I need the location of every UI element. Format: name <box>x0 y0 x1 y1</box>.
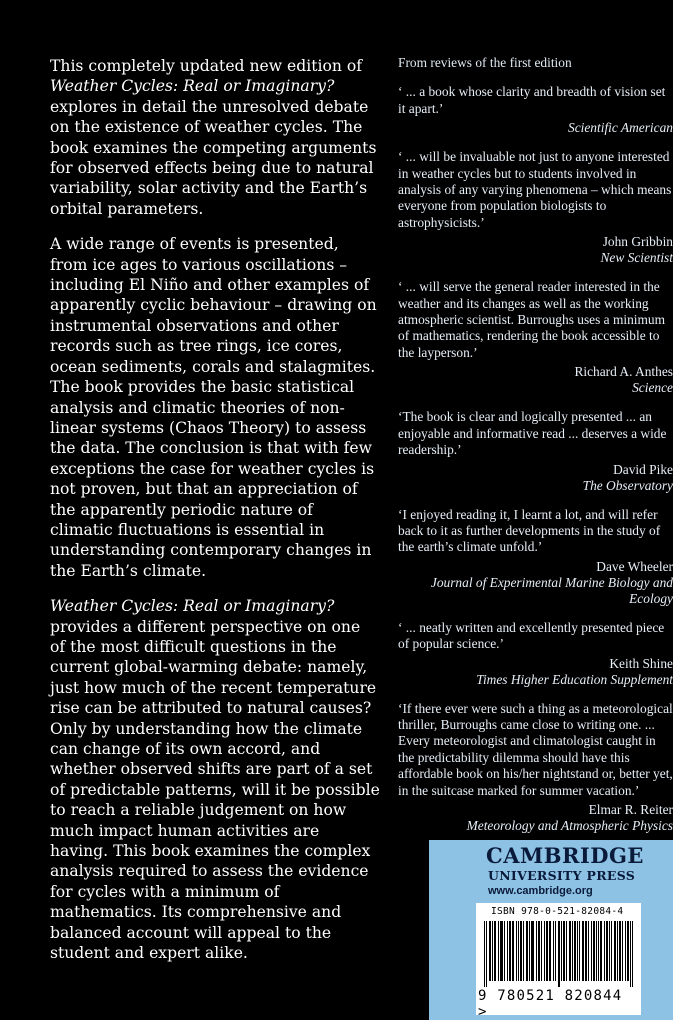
barcode-bar <box>536 921 537 981</box>
barcode-bar <box>569 921 570 981</box>
barcode-bar <box>521 921 522 981</box>
barcode-bar <box>492 921 493 981</box>
publisher-logo-name: CAMBRIDGE <box>486 843 644 868</box>
barcode-bar <box>593 921 594 981</box>
barcode-bar <box>632 921 633 987</box>
barcode-bar <box>489 921 490 981</box>
barcode-bar <box>541 921 542 981</box>
barcode-bar <box>572 921 573 981</box>
review-attribution <box>398 802 673 834</box>
barcode-bar <box>564 921 565 981</box>
barcode-bar <box>509 921 510 981</box>
book-title-italic: Weather Cycles: Real or Imaginary? <box>50 77 335 96</box>
barcode-bar <box>604 921 605 981</box>
barcode-bar <box>490 921 491 981</box>
barcode-bar <box>532 921 533 981</box>
barcode-bar <box>598 921 599 981</box>
barcode-bar <box>544 921 545 981</box>
review-item <box>398 279 673 396</box>
blurb-column <box>50 56 380 978</box>
review-attribution <box>398 364 673 396</box>
publisher-url[interactable]: www.cambridge.org <box>488 885 593 897</box>
barcode-bar <box>579 921 580 981</box>
review-quote: ‘ ... neatly written and excellently presented piece of popular science.’ <box>398 619 665 652</box>
review-item <box>398 409 673 493</box>
barcode-bar <box>513 921 514 981</box>
barcode-bar <box>627 921 628 981</box>
publisher-subtitle: UNIVERSITY PRESS <box>488 868 636 883</box>
barcode-bar <box>582 921 583 981</box>
blurb-paragraph-3 <box>50 596 380 963</box>
barcode-bar <box>501 921 502 981</box>
barcode-bar <box>615 921 616 981</box>
barcode-bar <box>596 921 597 981</box>
barcode-bar <box>523 921 524 981</box>
barcode-bar <box>547 921 548 981</box>
barcode-bar <box>527 921 528 981</box>
barcode-number: 9 780521 820844 > <box>478 988 623 1020</box>
review-source: The Observatory <box>582 477 673 493</box>
review-source: Journal of Experimental Marine Biology and Ecology <box>430 574 673 606</box>
barcode-bar <box>484 921 485 987</box>
barcode-bar <box>630 921 631 987</box>
review-author: John Gribbin <box>602 234 673 250</box>
barcode-bar <box>566 921 567 981</box>
review-quote: ‘ ... a book whose clarity and breadth of vision set it apart.’ <box>398 84 666 116</box>
barcode-bar <box>500 921 501 981</box>
review-source: Times Higher Education Supplement <box>476 671 673 687</box>
review-item <box>398 149 673 266</box>
barcode-bar <box>625 921 626 981</box>
review-source: New Scientist <box>600 250 673 266</box>
review-item <box>398 701 673 834</box>
review-source: Science <box>632 380 673 396</box>
barcode-bar <box>495 921 496 981</box>
review-author: David Pike <box>613 461 673 477</box>
review-attribution <box>398 234 673 266</box>
barcode-bar <box>614 921 615 981</box>
publisher-panel <box>429 840 673 1020</box>
blurb-paragraph-1 <box>50 56 380 219</box>
review-quote: ‘ ... will be invaluable not just to anyone interested in weather cycles but to students involved in analysis of any varying phenomena – which means everyone from population biologists to astrophysicists.’ <box>398 149 672 230</box>
barcode-bar <box>601 921 602 981</box>
barcode-bar <box>574 921 575 981</box>
barcode-bar <box>529 921 530 981</box>
review-author: Richard A. Anthes <box>574 364 673 380</box>
barcode-bar <box>628 921 629 981</box>
barcode-bar <box>518 921 519 981</box>
review-quote: ‘I enjoyed reading it, I learnt a lot, and will refer back to it as further developments in the study of the earth’s climate unfold.’ <box>398 506 661 555</box>
barcode-bar <box>533 921 534 981</box>
barcode-bar <box>507 921 508 981</box>
barcode-bar <box>494 921 495 981</box>
barcode-icon <box>484 921 634 987</box>
blurb-intro-text: This completely updated new edition of <box>50 57 363 75</box>
barcode-bar <box>559 921 560 987</box>
barcode-bar <box>558 921 559 987</box>
review-author: Keith Shine <box>609 655 673 671</box>
barcode-bar <box>550 921 551 981</box>
blurb-text: provides a different perspective on one of the most difficult questions in the current global-warming debate: namely, just how much of the recent temperature rise can be attributed to natural causes? Only by understanding how the climate can change of its own accord, and whether observed shifts are part of a set of predictable patterns, will it be possible to reach a reliable judgement on how much impact human activities are having. This book examines the complex analysis required to assess the evidence for cycles with a minimum of mathematics. Its comprehensive and balanced account will appeal to the student and expert alike. <box>50 617 380 963</box>
barcode-bar <box>498 921 499 981</box>
barcode-bar <box>591 921 592 981</box>
barcode-bar <box>526 921 527 981</box>
barcode-bar <box>606 921 607 981</box>
barcode-bar <box>549 921 550 981</box>
barcode-bar <box>583 921 584 981</box>
review-author: Elmar R. Reiter <box>588 801 673 817</box>
barcode-bar <box>611 921 612 981</box>
barcode-bar <box>546 921 547 981</box>
barcode-bar <box>553 921 554 981</box>
review-attribution <box>398 559 673 607</box>
barcode-bar <box>486 921 487 987</box>
barcode-bar <box>538 921 539 981</box>
review-attribution <box>398 120 673 136</box>
barcode-bar <box>585 921 586 981</box>
barcode-bar <box>620 921 621 981</box>
barcode-bar <box>516 921 517 981</box>
barcode-bar <box>609 921 610 981</box>
review-quote: ‘If there ever were such a thing as a meteorological thriller, Burroughs came close to writing one. ... Every meteorologist and climatologist caught in the predictability dilemma should have this affordable book on his/her nightstand or, better yet, in the suitcase marked for summer vacation.’ <box>398 700 673 798</box>
barcode-box <box>476 903 641 1020</box>
review-author: Dave Wheeler <box>596 558 673 574</box>
barcode-bar <box>588 921 589 981</box>
isbn-text: ISBN 978-0-521-82084-4 <box>491 906 624 917</box>
review-source: Meteorology and Atmospheric Physics <box>466 817 673 833</box>
barcode-bar <box>520 921 521 981</box>
barcode-bar <box>622 921 623 981</box>
barcode-bar <box>577 921 578 981</box>
barcode-bar <box>617 921 618 981</box>
review-quote: ‘ ... will serve the general reader interested in the weather and its changes as well as the working atmospheric scientist. Burroughs uses a minimum of mathematics, rendering the book accessible to the layperson.’ <box>398 279 666 360</box>
barcode-bar <box>570 921 571 981</box>
review-quote: ‘The book is clear and logically presented ... an enjoyable and informative read ... deserves a wide readership.’ <box>398 409 667 458</box>
blurb-paragraph-2: A wide range of events is presented, from ice ages to various oscillations – including El Niño and other examples of apparently cyclic behaviour – drawing on instrumental observations and other records such as tree rings, ice cores, ocean sediments, corals and stalagmites. The book provides the basic statistical analysis and climatic theories of non-linear systems (Chaos Theory) to assess the data. The conclusion is that with few exceptions the case for weather cycles is not proven, but that an appreciation of the apparently periodic nature of climatic fluctuations is essential in understanding contemporary changes in the Earth’s climate. <box>50 235 377 580</box>
barcode-bar <box>531 921 532 981</box>
barcode-bar <box>607 921 608 981</box>
review-item <box>398 620 673 688</box>
barcode-bar <box>600 921 601 981</box>
barcode-bar <box>510 921 511 981</box>
review-attribution <box>398 656 673 688</box>
reviews-column <box>398 55 673 847</box>
barcode-bar <box>575 921 576 981</box>
blurb-text: explores in detail the unresolved debate on the existence of weather cycles. The book examines the competing arguments for observed effects being due to natural variability, solar activity and the Earth’s orbital parameters. <box>50 97 377 218</box>
barcode-bar <box>502 921 503 981</box>
review-list <box>398 84 673 834</box>
barcode-bar <box>561 921 562 981</box>
reviews-heading: From reviews of the first edition <box>398 55 572 70</box>
barcode-bar <box>555 921 556 981</box>
barcode-bar <box>512 921 513 981</box>
barcode-bar <box>594 921 595 981</box>
review-attribution <box>398 462 673 494</box>
barcode-bar <box>504 921 505 981</box>
review-source: Scientific American <box>568 120 673 136</box>
book-title-italic: Weather Cycles: Real or Imaginary? <box>50 597 335 616</box>
barcode-bar <box>563 921 564 981</box>
barcode-bar <box>619 921 620 981</box>
barcode-bar <box>539 921 540 981</box>
barcode-bar <box>586 921 587 981</box>
review-item <box>398 507 673 607</box>
review-item <box>398 84 673 136</box>
